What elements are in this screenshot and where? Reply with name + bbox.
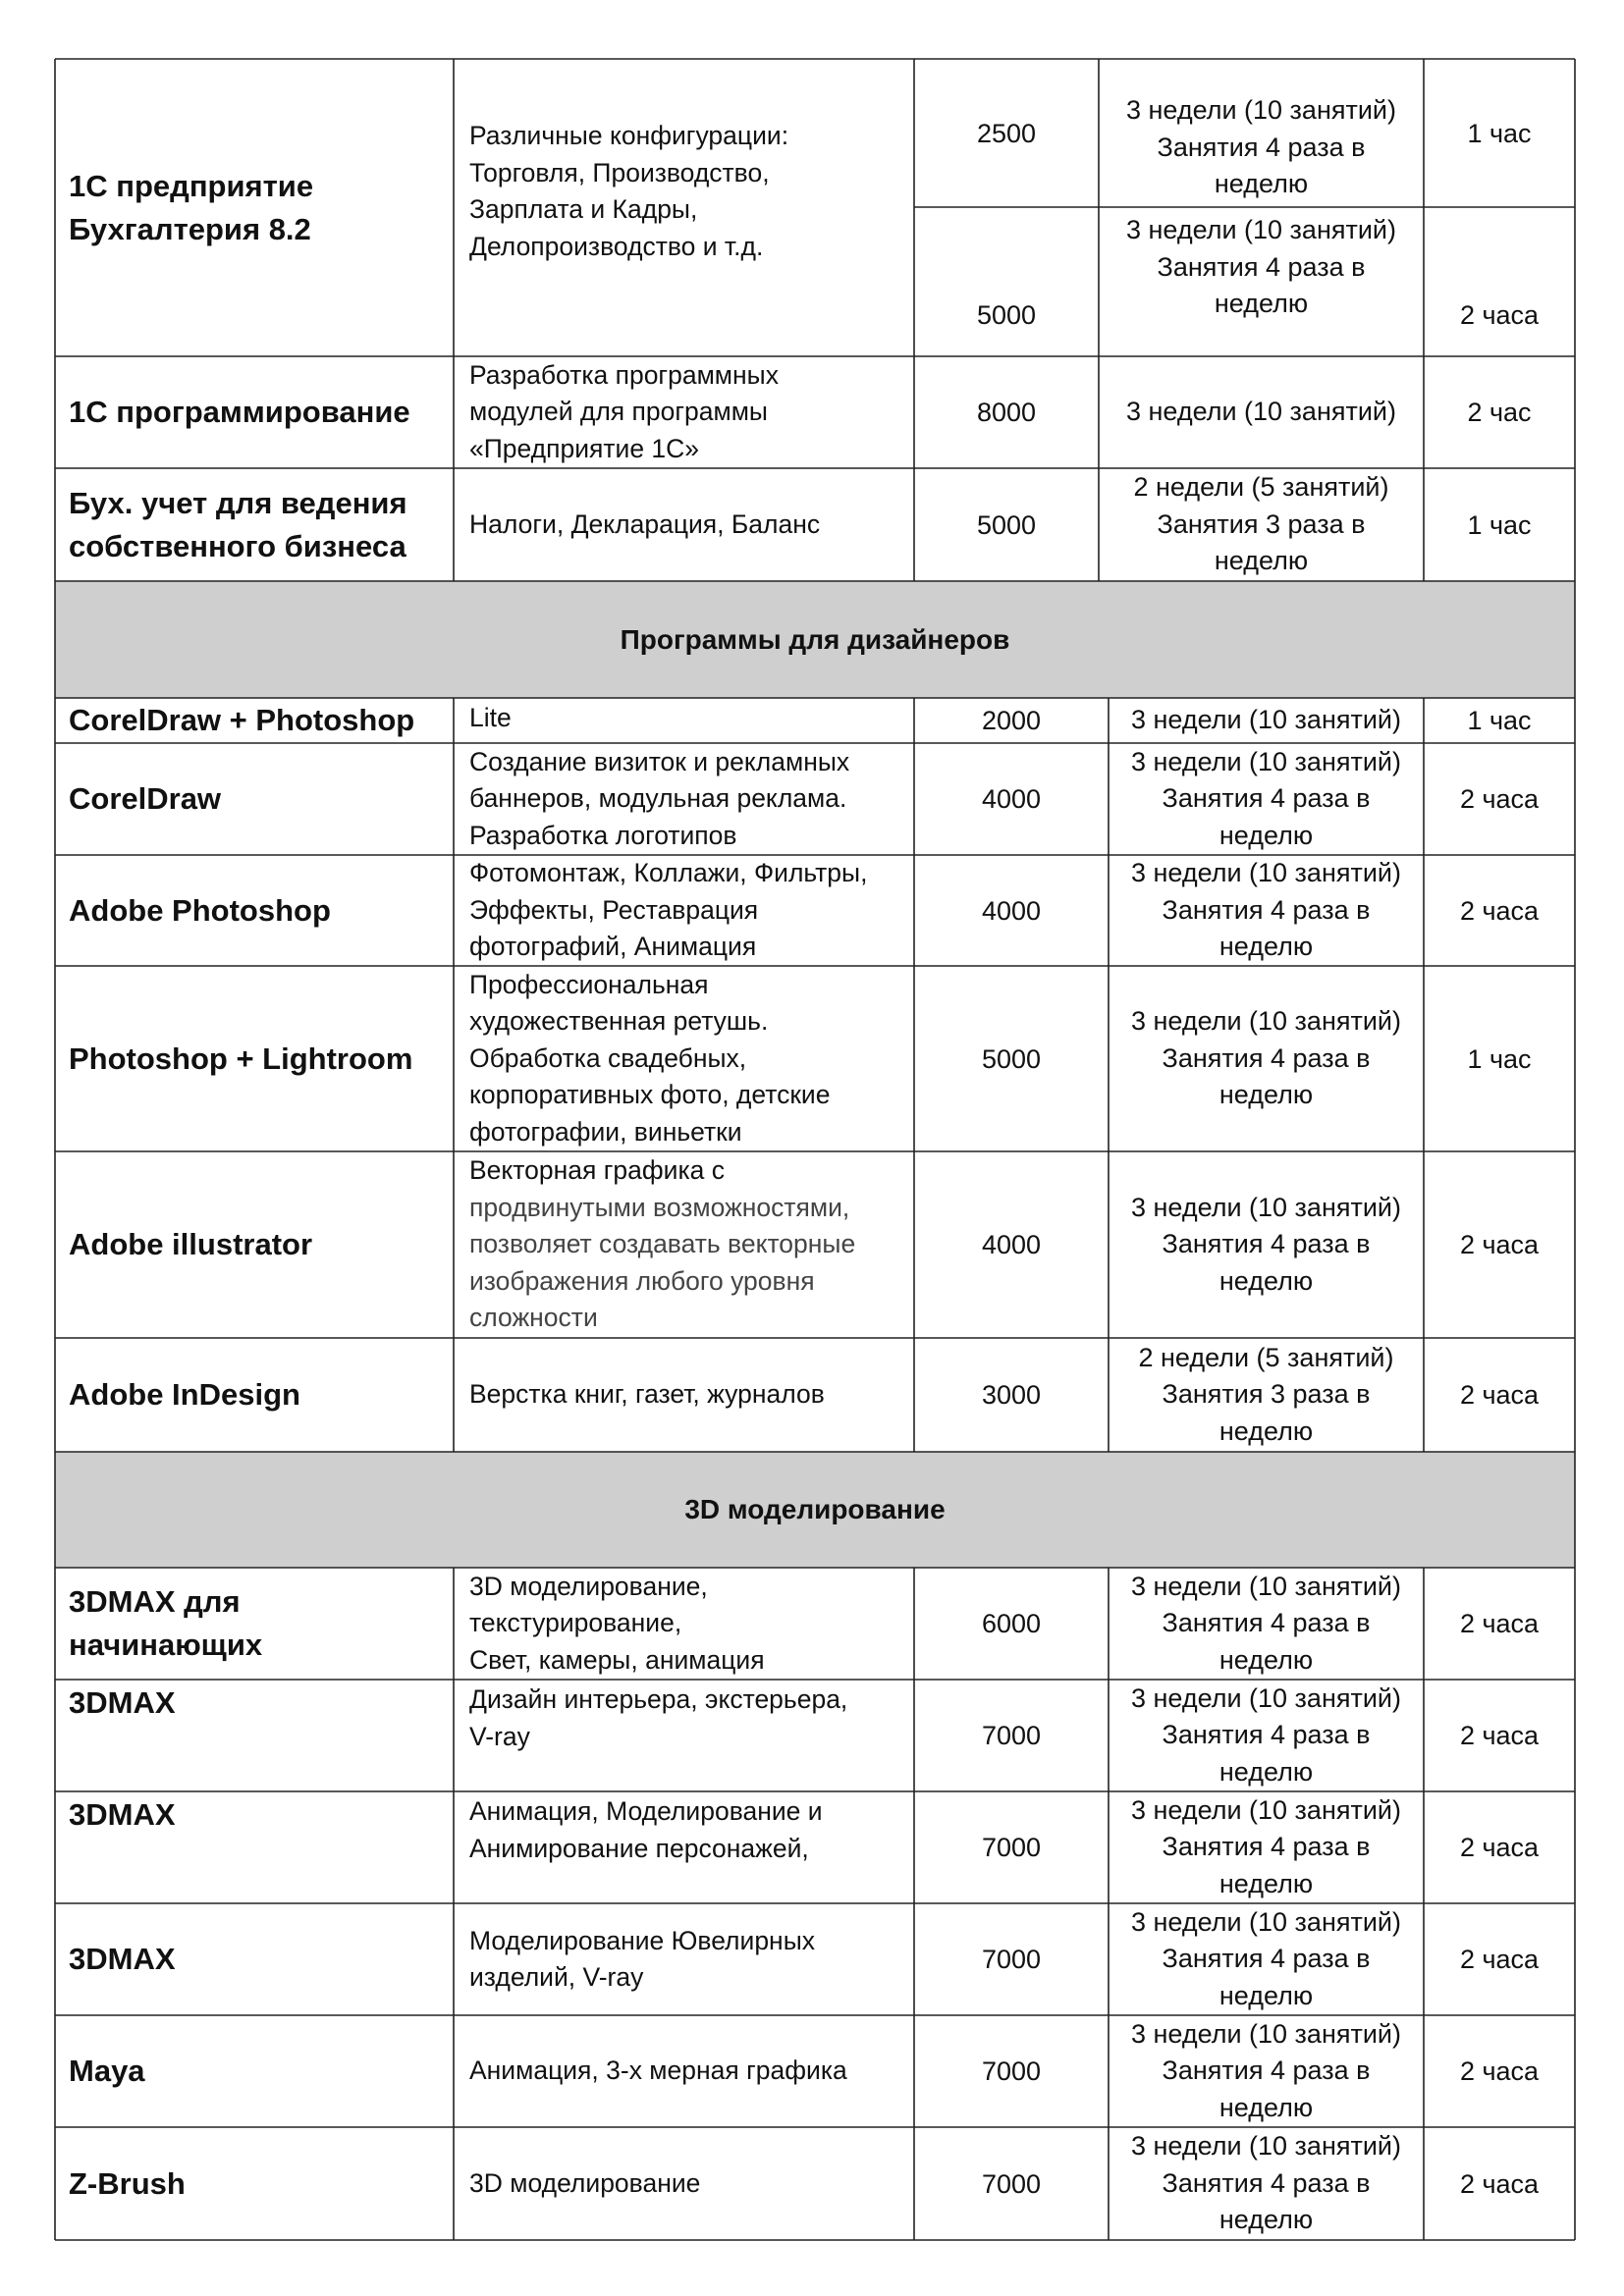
duration-line: неделю (1218, 1415, 1314, 1446)
course-price (914, 1903, 1109, 2015)
description-line: Анимация, 3-х мерная графика (469, 2056, 847, 2086)
section-title: Программы для дизайнеров (620, 623, 1010, 655)
course-price (914, 2015, 1109, 2127)
lesson-value: 1 час (1467, 118, 1532, 148)
course-description (454, 356, 914, 468)
price-value: 4000 (981, 895, 1042, 926)
duration-line: Занятия 4 раза в (1162, 1720, 1371, 1750)
duration-line: неделю (1214, 546, 1309, 576)
lesson-length (1424, 1791, 1575, 1903)
lesson-value: 1 час (1467, 509, 1532, 540)
price-value: 7000 (981, 2168, 1042, 2199)
duration-line: неделю (1218, 1756, 1314, 1787)
description-line: Векторная графика с (469, 1155, 725, 1186)
course-duration (1099, 207, 1424, 328)
duration-line: неделю (1218, 2205, 1314, 2235)
duration-line: Занятия 4 раза в (1162, 894, 1371, 925)
duration-line: 3 недели (10 занятий) (1130, 1682, 1402, 1713)
description-line: Различные конфигурации: (469, 121, 789, 150)
description-line: модулей для программы (469, 397, 768, 427)
lesson-length (1424, 356, 1575, 468)
lesson-value: 2 часа (1459, 1609, 1540, 1638)
duration-line: Занятия 4 раза в (1162, 783, 1371, 814)
lesson-value: 1 час (1467, 1043, 1532, 1074)
section-title: 3D моделирование (684, 1494, 946, 1524)
duration-line: неделю (1218, 820, 1314, 850)
price-value: 7000 (981, 2056, 1042, 2086)
lesson-length (1424, 2015, 1575, 2127)
course-price (914, 698, 1109, 743)
description-line: сложности (469, 1303, 598, 1333)
price-value: 2500 (976, 118, 1037, 148)
course-duration (1109, 1568, 1424, 1680)
course-price (914, 1791, 1109, 1903)
lesson-length (1424, 743, 1575, 855)
lesson-value: 2 часа (1459, 1380, 1540, 1410)
course-duration (1109, 1151, 1424, 1338)
duration-line: Занятия 4 раза в (1162, 1832, 1371, 1862)
course-price (914, 207, 1099, 356)
course-description (454, 1151, 914, 1338)
description-line: текстурирование, (469, 1608, 682, 1638)
description-line: продвинутыми возможностями, (469, 1192, 850, 1222)
course-duration (1099, 468, 1424, 581)
duration-line: 3 недели (10 занятий) (1130, 858, 1402, 888)
description-line: Свет, камеры, анимация (469, 1644, 765, 1675)
price-value: 7000 (981, 1945, 1042, 1974)
course-name (55, 1338, 454, 1452)
lesson-value: 2 часа (1459, 1945, 1540, 1974)
course-duration (1109, 743, 1424, 855)
price-value: 4000 (981, 1230, 1042, 1259)
description-line: фотографий, Анимация (469, 932, 757, 962)
duration-line: 3 недели (10 занятий) (1130, 2131, 1402, 2162)
course-price (914, 1568, 1109, 1680)
price-value: 5000 (976, 300, 1037, 330)
lesson-value: 2 часа (1459, 2056, 1540, 2086)
description-line: баннеров, модульная реклама. (469, 783, 847, 814)
course-duration (1109, 1903, 1424, 2015)
course-description (454, 1791, 914, 1903)
course-name (55, 1680, 454, 1791)
course-duration (1099, 92, 1424, 207)
duration-line: 3 недели (10 занятий) (1130, 1192, 1402, 1222)
course-name (55, 1151, 454, 1338)
course-duration (1109, 1791, 1424, 1903)
lesson-length (1424, 1680, 1575, 1791)
description-line: V-ray (469, 1721, 530, 1751)
course-description (454, 855, 914, 966)
course-name (55, 468, 454, 581)
duration-line: неделю (1214, 289, 1309, 319)
duration-line: 3 недели (10 занятий) (1130, 2018, 1402, 2049)
section-heading (55, 581, 1575, 698)
lesson-length (1424, 1151, 1575, 1338)
duration-line: неделю (1218, 1868, 1314, 1898)
lesson-value: 2 час (1467, 398, 1532, 427)
course-duration (1109, 2127, 1424, 2240)
lesson-value: 2 часа (1459, 1721, 1540, 1750)
lesson-length (1424, 1903, 1575, 2015)
course-name (55, 356, 454, 468)
course-name (55, 59, 454, 356)
course-name-line: Maya (69, 2054, 145, 2088)
course-name-line: Z-Brush (69, 2165, 186, 2201)
course-price (914, 1338, 1109, 1452)
lesson-value: 2 часа (1459, 784, 1540, 814)
description-line: Профессиональная (469, 969, 709, 999)
description-line: изделий, V-ray (469, 1962, 644, 1992)
description-line: Моделирование Ювелирных (469, 1925, 815, 1955)
duration-line: 3 недели (10 занятий) (1130, 1006, 1402, 1037)
course-description (454, 743, 914, 855)
lesson-length (1424, 468, 1575, 581)
duration-line: 3 недели (10 занятий) (1125, 95, 1397, 125)
course-description (454, 468, 914, 581)
course-name (55, 2015, 454, 2127)
duration-line: Занятия 3 раза в (1162, 1379, 1371, 1410)
duration-line: 2 недели (5 занятий) (1133, 472, 1389, 503)
description-line: 3D моделирование, (469, 1571, 708, 1601)
course-price (914, 966, 1109, 1151)
course-description (454, 1903, 914, 2015)
description-line: Разработка логотипов (469, 820, 737, 850)
description-line: Делопроизводство и т.д. (469, 231, 764, 261)
course-name-line: Бух. учет для ведения (69, 485, 407, 520)
duration-line: 2 недели (5 занятий) (1138, 1342, 1394, 1372)
course-duration (1109, 855, 1424, 966)
description-line: Зарплата и Кадры, (469, 194, 698, 224)
lesson-length (1424, 966, 1575, 1151)
duration-line: Занятия 4 раза в (1162, 1229, 1371, 1259)
lesson-value: 2 часа (1459, 300, 1540, 330)
duration-line: 3 недели (10 занятий) (1130, 1794, 1402, 1825)
description-line: Фотомонтаж, Коллажи, Фильтры, (469, 858, 868, 888)
lesson-value: 2 часа (1459, 895, 1540, 926)
duration-line: 3 недели (10 занятий) (1130, 1906, 1402, 1937)
duration-line: 3 недели (10 занятий) (1130, 1571, 1402, 1601)
price-value: 8000 (976, 398, 1037, 427)
duration-line: 3 недели (10 занятий) (1125, 215, 1397, 245)
duration-line: Занятия 4 раза в (1162, 2056, 1371, 2086)
course-name (55, 855, 454, 966)
course-duration (1109, 698, 1424, 743)
lesson-length (1424, 207, 1575, 356)
description-line: Анимирование персонажей, (469, 1833, 809, 1863)
course-description (454, 698, 914, 743)
course-name (55, 2127, 454, 2240)
price-value: 7000 (981, 1833, 1042, 1862)
course-name-line: собственного бизнеса (69, 528, 406, 563)
description-line: Дизайн интерьера, экстерьера, (469, 1684, 848, 1714)
course-description (454, 59, 914, 324)
course-price (914, 356, 1099, 468)
price-value: 5000 (976, 509, 1037, 540)
course-name (55, 1791, 454, 1903)
duration-line: неделю (1218, 2092, 1314, 2122)
course-duration (1099, 356, 1424, 468)
course-name (55, 698, 454, 743)
duration-line: 3 недели (10 занятий) (1130, 705, 1402, 735)
course-name-line: 1С предприятие (69, 168, 314, 203)
lesson-length (1424, 1568, 1575, 1680)
course-description (454, 1338, 914, 1452)
description-line: Налоги, Декларация, Баланс (469, 508, 821, 539)
lesson-value: 2 часа (1459, 1833, 1540, 1862)
duration-line: Занятия 4 раза в (1162, 1042, 1371, 1073)
description-line: Обработка свадебных, (469, 1042, 747, 1073)
section-heading (55, 1452, 1575, 1568)
course-name-line: 3DMAX (69, 1797, 176, 1832)
course-description (454, 2015, 914, 2127)
course-name-line: Photoshop + Lightroom (69, 1041, 413, 1076)
duration-line: неделю (1218, 1265, 1314, 1296)
duration-line: Занятия 4 раза в (1157, 251, 1366, 282)
duration-line: неделю (1218, 1080, 1314, 1110)
course-price (914, 1680, 1109, 1791)
course-name-line: CorelDraw (69, 781, 222, 816)
price-value: 7000 (981, 1721, 1042, 1750)
course-name-line: 3DMAX для (69, 1584, 241, 1619)
course-description (454, 1568, 914, 1680)
course-name-line: 1С программирование (69, 395, 410, 429)
course-duration (1109, 1338, 1424, 1452)
lesson-value: 1 час (1467, 706, 1532, 735)
course-name (55, 1568, 454, 1680)
duration-line: неделю (1214, 169, 1309, 198)
lesson-value: 2 часа (1459, 1230, 1540, 1259)
course-description (454, 2127, 914, 2240)
duration-line: неделю (1218, 1644, 1314, 1675)
course-price (914, 2127, 1109, 2240)
course-price (914, 1151, 1109, 1338)
lesson-length (1424, 2127, 1575, 2240)
course-duration (1109, 1680, 1424, 1791)
course-name-line: 3DMAX (69, 1685, 176, 1720)
course-description (454, 1680, 914, 1791)
lesson-value: 2 часа (1459, 2168, 1540, 2199)
description-line: Торговля, Производство, (469, 157, 770, 187)
description-line: художественная ретушь. (469, 1006, 769, 1037)
course-price (914, 59, 1099, 207)
duration-line: неделю (1218, 932, 1314, 962)
course-name-line: Бухгалтерия 8.2 (69, 211, 311, 246)
course-name (55, 966, 454, 1151)
description-line: 3D моделирование (469, 2167, 701, 2198)
price-value: 2000 (981, 706, 1042, 735)
lesson-length (1424, 855, 1575, 966)
duration-line: неделю (1218, 1980, 1314, 2010)
lesson-length (1424, 1338, 1575, 1452)
description-line: Анимация, Моделирование и (469, 1796, 823, 1826)
course-name-line: начинающих (69, 1628, 263, 1662)
duration-line: Занятия 4 раза в (1162, 1608, 1371, 1638)
duration-line: Занятия 3 раза в (1157, 508, 1366, 539)
course-price (914, 743, 1109, 855)
price-value: 5000 (981, 1043, 1042, 1074)
course-price (914, 468, 1099, 581)
description-line: Верстка книг, газет, журналов (469, 1379, 825, 1410)
description-line: Эффекты, Реставрация (469, 894, 759, 925)
description-line: Создание визиток и рекламных (469, 746, 850, 776)
description-line: «Предприятие 1С» (469, 433, 700, 463)
duration-line: 3 недели (10 занятий) (1125, 397, 1397, 427)
course-name-line: CorelDraw + Photoshop (69, 703, 415, 737)
description-line: Lite (469, 703, 512, 732)
course-description (454, 966, 914, 1151)
duration-line: Занятия 4 раза в (1162, 1944, 1371, 1974)
duration-line: Занятия 4 раза в (1157, 132, 1366, 162)
course-duration (1109, 2015, 1424, 2127)
description-line: изображения любого уровня (469, 1265, 815, 1296)
course-name-line: 3DMAX (69, 1942, 176, 1976)
course-name-line: Adobe InDesign (69, 1377, 300, 1412)
lesson-length (1424, 698, 1575, 743)
lesson-length (1424, 59, 1575, 207)
course-name-line: Adobe illustrator (69, 1227, 313, 1261)
price-value: 3000 (981, 1380, 1042, 1410)
description-line: корпоративных фото, детские (469, 1080, 831, 1110)
course-name-line: Adobe Photoshop (69, 892, 331, 928)
price-value: 4000 (981, 784, 1042, 814)
description-line: фотографии, виньетки (469, 1116, 742, 1147)
duration-line: Занятия 4 раза в (1162, 2167, 1371, 2198)
course-name (55, 1903, 454, 2015)
duration-line: 3 недели (10 занятий) (1130, 746, 1402, 776)
course-name (55, 743, 454, 855)
price-value: 6000 (981, 1609, 1042, 1638)
course-price (914, 855, 1109, 966)
course-duration (1109, 966, 1424, 1151)
description-line: Разработка программных (469, 359, 779, 390)
description-line: позволяет создавать векторные (469, 1229, 856, 1259)
